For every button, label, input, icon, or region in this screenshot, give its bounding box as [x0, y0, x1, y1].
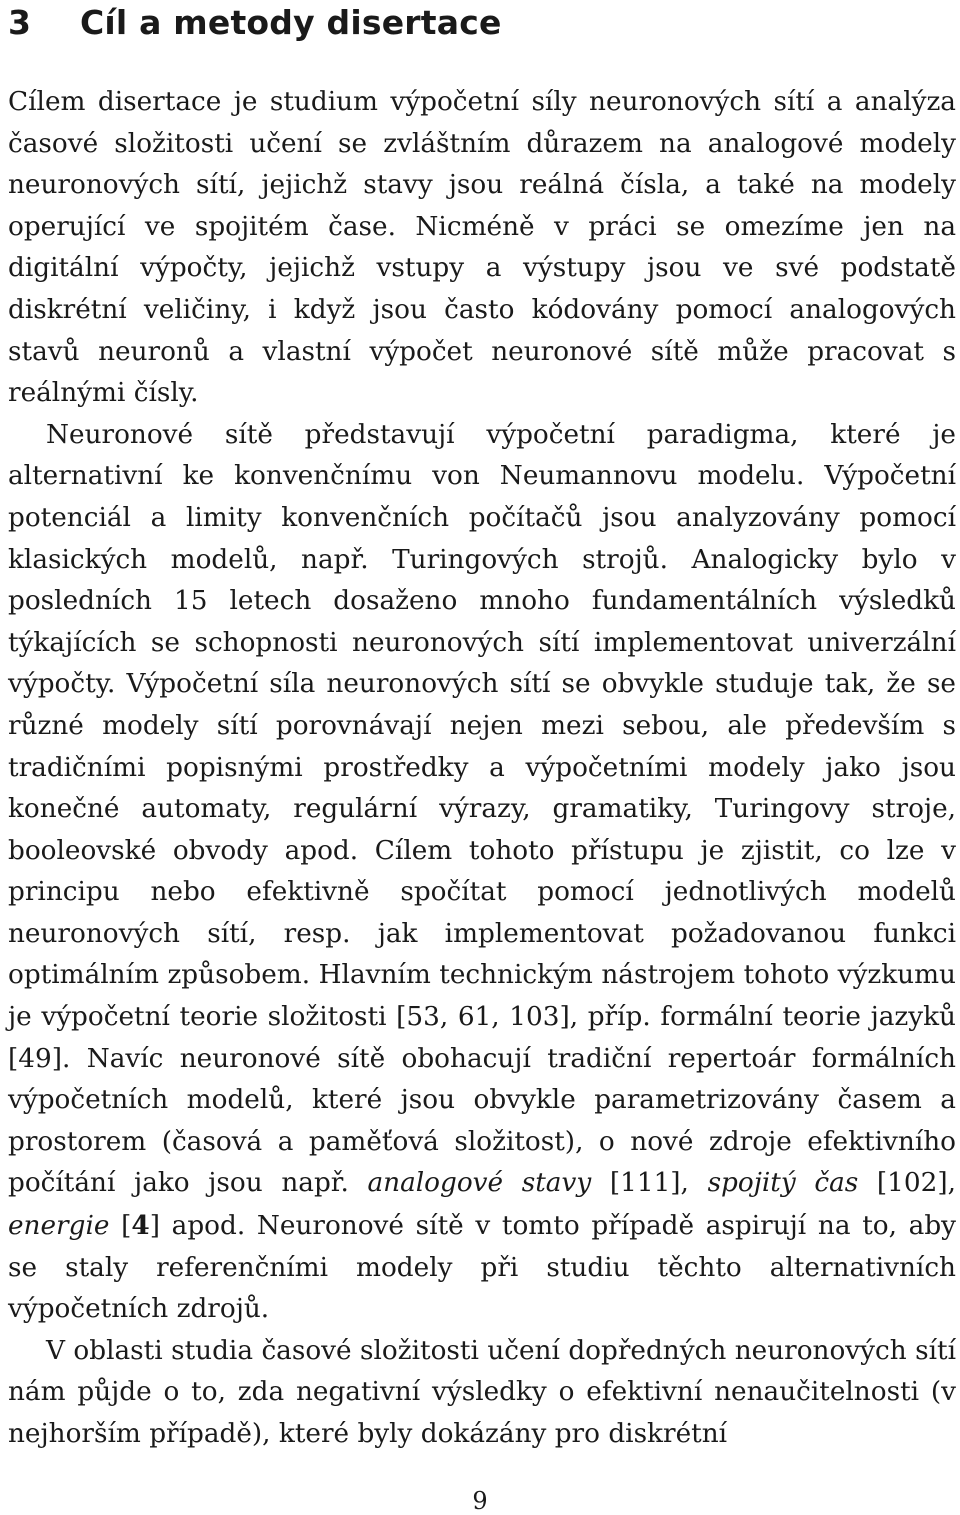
paragraph-paradigm-text: Neuronové sítě představují výpočetní paradigma, které je alternativní ke konvenčnímu von Neumannovu modelu. Výpočetní potenciál a limity konvenčních počítačů jsou analyzovány pomocí klasických modelů, např. Turingových strojů. Analogicky bylo v posledních 15 letech dosaženo mnoho fundamentálních výsledků týkajících se schopnosti neuronových sítí implementovat univerzální výpočty. Výpočetní síla neuronových sítí se obvykle studuje tak, že se různé modely sítí porovnávají nejen mezi sebou, ale především s tradičními popisnými prostředky a výpočetními modely jako jsou konečné automaty, regulární výrazy, gramatiky, Turingovy stroje, booleovské obvody apod. Cílem tohoto přístupu je zjistit, co lze v principu nebo efektivně spočítat pomocí jednotlivých modelů neuronových sítí, resp. jak implementovat požadovanou funkci optimálním způsobem. Hlavním technickým nástrojem tohoto výzkumu je výpočetní teorie složitosti [53, 61, 103], příp. formální teorie jazyků [49]. Navíc neuronové sítě obohacují tradiční repertoár formálních výpočetních modelů, které jsou obvykle parametrizovány časem a prostorem (časová a paměťová složitost), o nové zdroje efektivního počítání jako jsou např. [8, 419, 956, 1199]
paragraph-paradigm [8, 415, 956, 1331]
term-analog-states: analogové stavy [367, 1168, 592, 1199]
paragraph-paradigm-end: ] apod. Neuronové sítě v tomto případě aspirují na to, aby se staly referenčními modely při studiu těchto alternativních výpočetních zdrojů. [8, 1211, 957, 1325]
term-continuous-time: spojitý čas [707, 1168, 859, 1199]
term-energy: energie [8, 1211, 110, 1242]
citation-4-number: 4 [131, 1210, 150, 1242]
citation-4-open: [ [109, 1211, 132, 1242]
section-heading [8, 0, 956, 44]
citation-102: [102], [858, 1168, 956, 1199]
document-page [8, 0, 956, 1456]
page-number: 9 [472, 1487, 488, 1515]
section-body [8, 82, 956, 1456]
section-number: 3 [8, 3, 32, 42]
paragraph-intro: Cílem disertace je studium výpočetní síly neuronových sítí a analýza časové složitosti učení se zvláštním důrazem na analogové modely neuronových sítí, jejichž stavy jsou reálná čísla, a také na modely operující ve spojitém čase. Nicméně v práci se omezíme jen na digitální výpočty, jejichž vstupy a výstupy jsou ve své podstatě diskrétní veličiny, i když jsou často kódovány pomocí analogových stavů neuronů a vlastní výpočet neuronové sítě může pracovat s reálnými čísly. [8, 87, 956, 409]
citation-111: [111], [591, 1168, 708, 1199]
paragraph-learning-complexity: V oblasti studia časové složitosti učení dopředných neuronových sítí nám půjde o to, zda negativní výsledky o efektivní nenaučitelnosti (v nejhorším případě), které byly dokázány pro diskrétní [8, 1335, 956, 1449]
section-title: Cíl a metody disertace [80, 3, 502, 42]
